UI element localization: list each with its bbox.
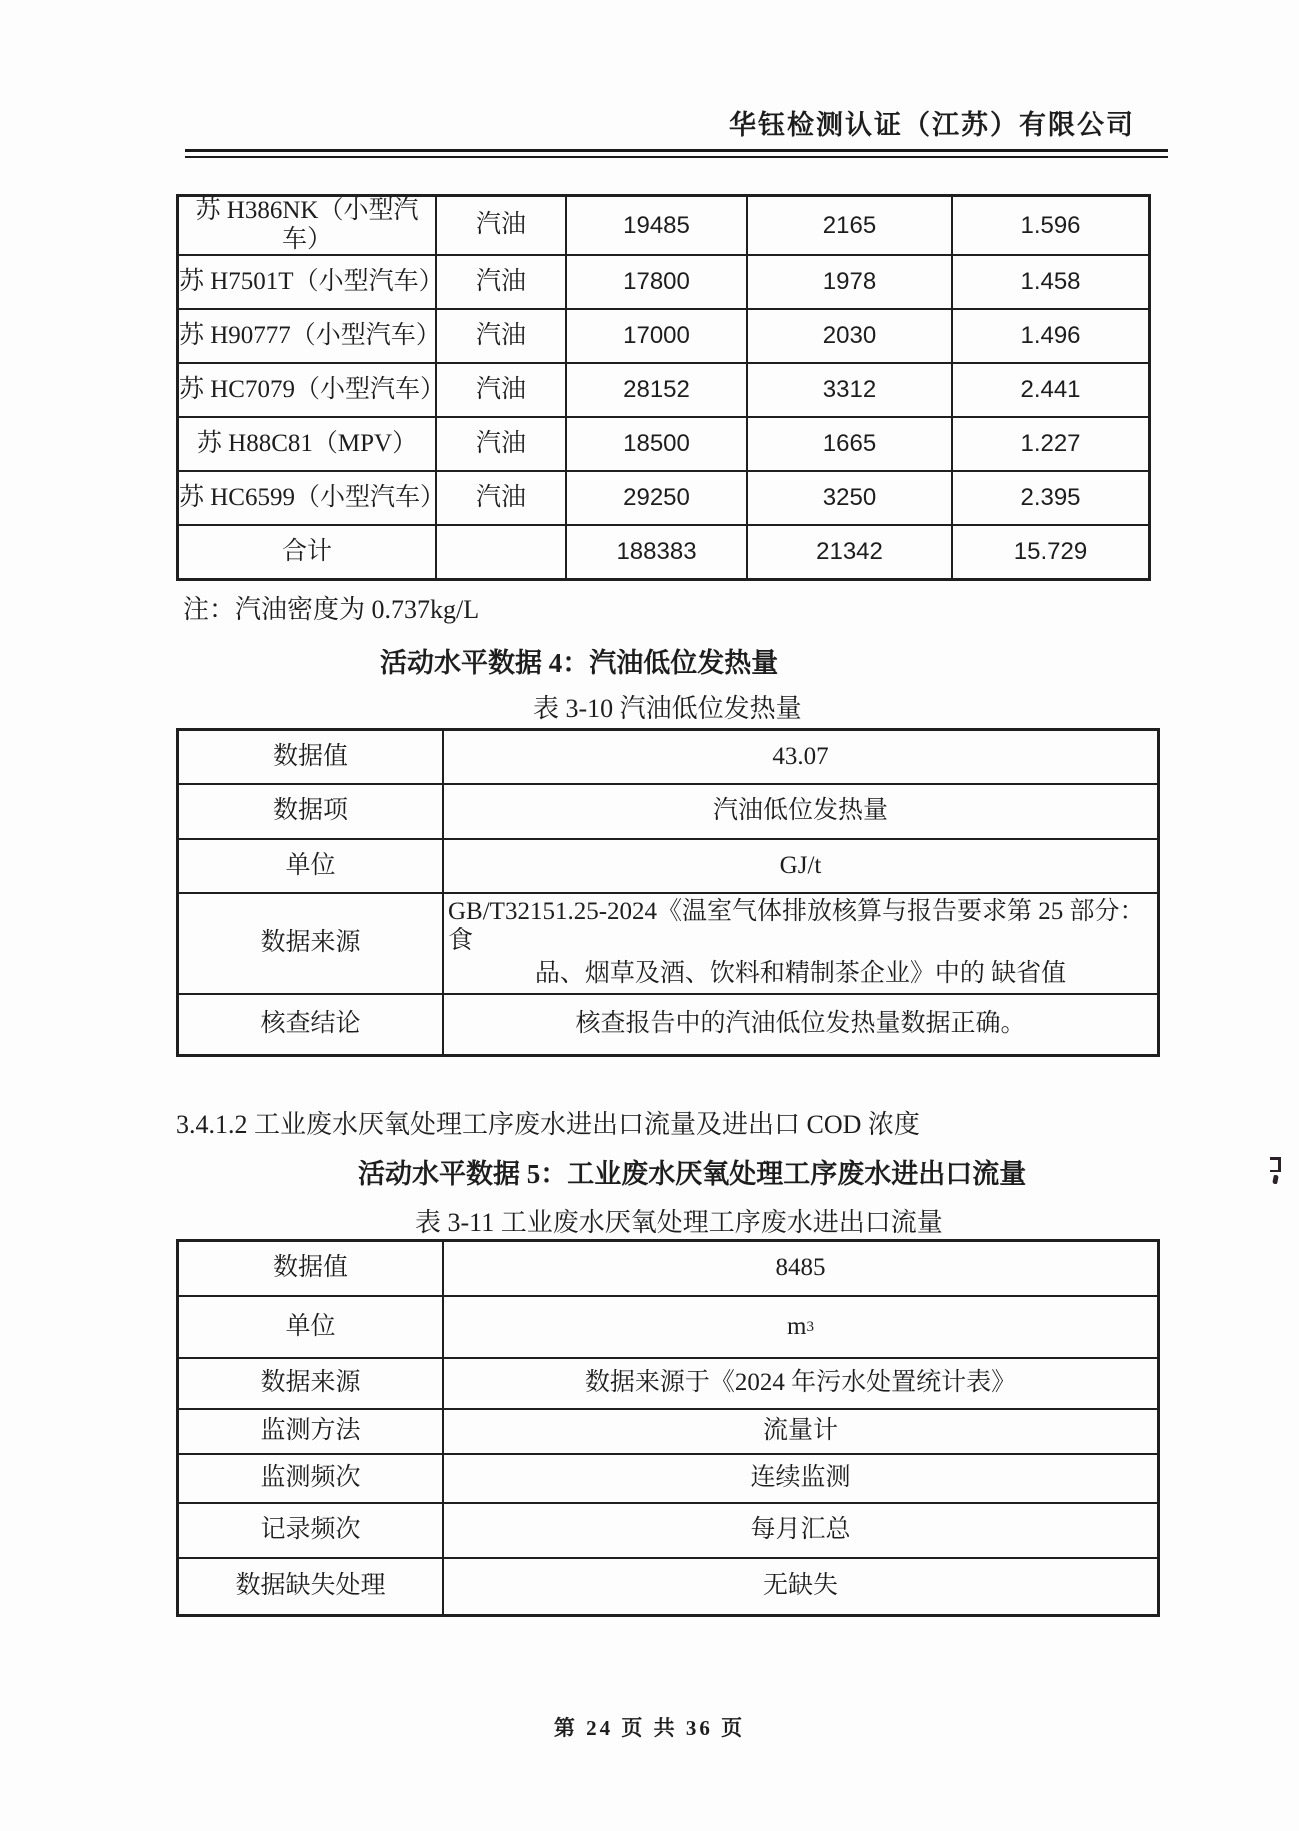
- mass-cell: 1978: [748, 256, 953, 308]
- tonnes-cell: 1.496: [1020, 322, 1081, 350]
- label-cell: 监测频次: [179, 1455, 444, 1502]
- table-row: [179, 1504, 1157, 1559]
- value-cell: 连续监测: [750, 1464, 851, 1492]
- fuel-cell: 汽油: [437, 418, 567, 470]
- value-cell: 无缺失: [762, 1572, 838, 1600]
- plate-cell: 苏 HC6599（小型汽车）: [179, 472, 437, 524]
- tonnes-cell: 1.227: [1020, 430, 1081, 458]
- fuel-cell: [437, 526, 567, 578]
- tonnes-cell: 2.441: [1020, 376, 1081, 404]
- value-cell: GJ/t: [779, 851, 822, 879]
- volume-cell: 18500: [567, 418, 748, 470]
- activity-data-5-heading: 活动水平数据 5：工业废水厌氧处理工序废水进出口流量: [358, 1159, 1027, 1189]
- fuel-cell: 汽油: [437, 256, 567, 308]
- table-row: [179, 1455, 1157, 1504]
- label-cell: 记录频次: [179, 1504, 444, 1557]
- table-row: [179, 785, 1157, 840]
- label-cell: 核查结论: [179, 995, 444, 1054]
- mass-cell: 2165: [748, 197, 953, 254]
- mass-cell: 3312: [748, 364, 953, 416]
- header-rule-bottom: [185, 156, 1168, 158]
- table-row: [179, 1297, 1157, 1359]
- plate-cell: 苏 H90777（小型汽车）: [179, 310, 437, 362]
- value-cell: 汽油低位发热量: [712, 797, 888, 825]
- header-company-name: 华钰检测认证（江苏）有限公司: [729, 110, 1135, 140]
- table-row: [179, 1359, 1157, 1410]
- data-source-line-2: 品、烟草及酒、饮料和精制茶企业》中的 缺省值: [534, 960, 1067, 987]
- label-cell: 数据来源: [179, 894, 444, 993]
- plate-cell: 苏 H386NK（小型汽车）: [179, 197, 437, 254]
- label-cell: 单位: [179, 1297, 444, 1357]
- unit-base: m: [787, 1312, 807, 1340]
- footer-page-number: 第 24 页 共 36 页: [553, 1716, 746, 1740]
- fuel-cell: 汽油: [437, 472, 567, 524]
- label-cell: 监测方法: [179, 1410, 444, 1453]
- table-row: [179, 418, 1148, 472]
- volume-cell: 17000: [567, 310, 748, 362]
- total-row: [179, 526, 1148, 578]
- label-cell: 数据值: [179, 1242, 444, 1295]
- value-cell: 流量计: [762, 1417, 838, 1445]
- header-rule-top: [185, 149, 1168, 152]
- mass-cell: 1665: [748, 418, 953, 470]
- scan-artifact: [1272, 1175, 1279, 1184]
- table-3-10: [176, 728, 1160, 1057]
- scan-artifact: [1270, 1157, 1281, 1172]
- label-cell: 单位: [179, 840, 444, 892]
- tonnes-cell: 15.729: [1013, 538, 1088, 566]
- volume-cell: 29250: [567, 472, 748, 524]
- table-3-10-caption: 表 3-10 汽油低位发热量: [533, 694, 802, 723]
- table-row: [179, 364, 1148, 418]
- mass-cell: 21342: [748, 526, 953, 578]
- mass-cell: 3250: [748, 472, 953, 524]
- table-row: [179, 731, 1157, 785]
- section-3-4-1-2-title: 3.4.1.2 工业废水厌氧处理工序废水进出口流量及进出口 COD 浓度: [176, 1110, 920, 1139]
- label-cell: 数据项: [179, 785, 444, 838]
- data-source-line-1: GB/T32151.25-2024《温室气体排放核算与报告要求第 25 部分：食: [448, 898, 1145, 954]
- fuel-cell: 汽油: [437, 197, 567, 254]
- value-cell: m 3: [787, 1312, 814, 1340]
- value-cell: [444, 894, 1157, 993]
- plate-cell: 苏 HC7079（小型汽车）: [179, 364, 437, 416]
- tonnes-cell: 1.458: [1020, 268, 1081, 296]
- label-cell: 数据缺失处理: [179, 1559, 444, 1614]
- table-row: [179, 1559, 1157, 1614]
- vehicle-fuel-table: [176, 194, 1151, 581]
- volume-cell: 188383: [567, 526, 748, 578]
- value-cell: 数据来源于《2024 年污水处置统计表》: [584, 1369, 1017, 1397]
- tonnes-cell: 2.395: [1020, 484, 1081, 512]
- plate-cell: 苏 H7501T（小型汽车）: [179, 256, 437, 308]
- table-row: [179, 256, 1148, 310]
- tonnes-cell: 1.596: [1020, 211, 1081, 239]
- activity-data-4-heading: 活动水平数据 4：汽油低位发热量: [380, 648, 779, 678]
- label-cell: 数据来源: [179, 1359, 444, 1408]
- fuel-cell: 汽油: [437, 310, 567, 362]
- volume-cell: 19485: [567, 197, 748, 254]
- value-cell: 每月汇总: [750, 1516, 851, 1544]
- density-note: 注：汽油密度为 0.737kg/L: [183, 595, 480, 624]
- volume-cell: 17800: [567, 256, 748, 308]
- fuel-cell: 汽油: [437, 364, 567, 416]
- table-row: [179, 1410, 1157, 1455]
- table-3-11: [176, 1239, 1160, 1617]
- table-row: [179, 310, 1148, 364]
- table-3-11-caption: 表 3-11 工业废水厌氧处理工序废水进出口流量: [415, 1208, 943, 1237]
- value-cell: 43.07: [772, 742, 829, 770]
- value-cell: 8485: [775, 1254, 826, 1282]
- value-cell: 核查报告中的汽油低位发热量数据正确。: [575, 1010, 1026, 1038]
- volume-cell: 28152: [567, 364, 748, 416]
- table-row: [179, 840, 1157, 894]
- table-row: [179, 1242, 1157, 1297]
- table-row: [179, 995, 1157, 1054]
- table-row: [179, 472, 1148, 526]
- table-row: [179, 894, 1157, 995]
- plate-cell: 苏 H88C81（MPV）: [179, 418, 437, 470]
- table-row: [179, 197, 1148, 256]
- mass-cell: 2030: [748, 310, 953, 362]
- label-cell: 数据值: [179, 731, 444, 783]
- total-label-cell: 合计: [179, 526, 437, 578]
